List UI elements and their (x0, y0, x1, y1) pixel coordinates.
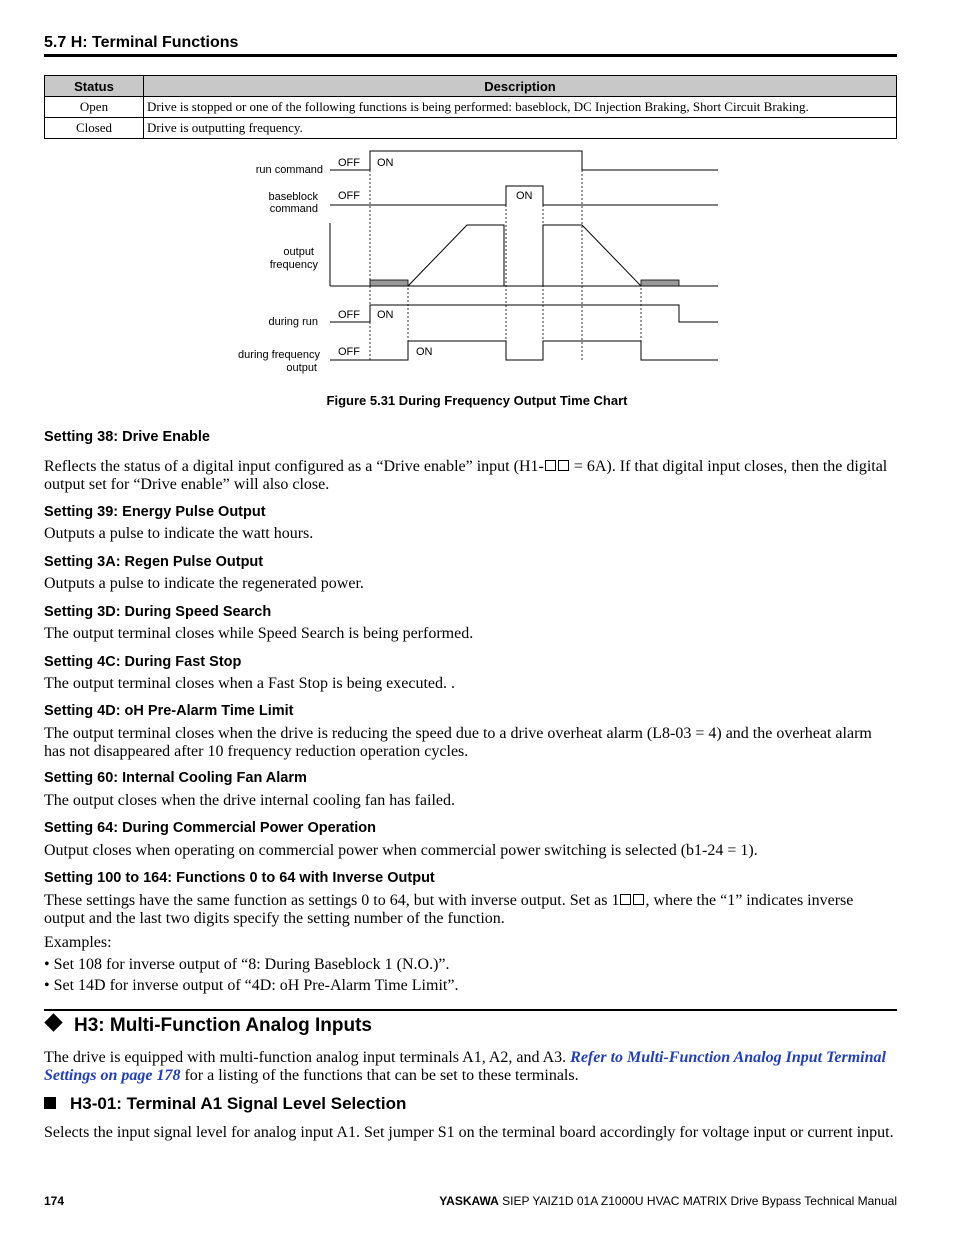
setting-description: The output terminal closes when the drive is reducing the speed due to a drive overheat alarm (L8-03 = 4) and the overheat alarm has not disappeared after 10 frequency reduction operation cycles. (44, 725, 872, 760)
h301-description: Selects the input signal level for analog input A1. Set jumper S1 on the terminal board accordingly for voltage input or current input. (44, 1124, 894, 1141)
column-header-description: Description (144, 76, 897, 97)
status-cell: Closed (45, 118, 144, 139)
table-header-row (45, 76, 897, 97)
setting-description: The output terminal closes when a Fast Stop is being executed. . (44, 675, 456, 692)
setting-description: The output closes when the drive internal cooling fan has failed. (44, 792, 455, 809)
setting-heading: Setting 60: Internal Cooling Fan Alarm (44, 770, 307, 786)
list-item: • Set 14D for inverse output of “4D: oH Pre-Alarm Time Limit”. (44, 977, 459, 994)
h3-intro-paragraph (44, 1049, 897, 1084)
setting-heading: Setting 38: Drive Enable (44, 429, 210, 445)
table-row (45, 97, 897, 118)
baseblock-signal (268, 186, 718, 215)
brand-name: YASKAWA (439, 1194, 499, 1208)
placeholder-box-icon (620, 894, 631, 905)
cross-reference-link[interactable]: Refer to Multi-Function Analog Input Terminal Settings on page 178 (44, 1049, 886, 1084)
paragraph-text: Reflects the status of a digital input configured as a “Drive enable” input (H1- (44, 458, 544, 475)
on-state-label: ON (416, 346, 433, 358)
dc-injection-block (370, 280, 408, 286)
section-title-text: H3: Multi-Function Analog Inputs (74, 1015, 372, 1036)
placeholder-box-icon (545, 460, 556, 471)
paragraph-text: = 6A). If that digital input closes, then the digital output set for “Drive enable” will also close. (44, 458, 888, 493)
frequency-ramp-down (543, 225, 641, 286)
setting-description: Outputs a pulse to indicate the watt hours. (44, 525, 314, 542)
setting-heading: Setting 39: Energy Pulse Output (44, 504, 266, 520)
output-frequency-label-line1: output (283, 246, 314, 258)
paragraph-text: The drive is equipped with multi-function analog input terminals A1, A2, and A3. (44, 1049, 571, 1066)
off-state-label: OFF (338, 309, 360, 321)
run-command-signal (256, 151, 718, 176)
during-run-label: during run (268, 316, 318, 328)
footer-text (439, 1194, 897, 1208)
square-bullet-icon (44, 1097, 56, 1109)
status-cell: Open (45, 97, 144, 118)
page-number: 174 (44, 1194, 65, 1208)
status-table (44, 75, 897, 139)
setting-heading: Setting 4C: During Fast Stop (44, 654, 242, 670)
setting-description: Output closes when operating on commercial power when commercial power switching is selected (b1-24 = 1). (44, 842, 758, 859)
subsection-title-text: H3-01: Terminal A1 Signal Level Selection (70, 1094, 407, 1113)
during-run-signal (268, 305, 718, 328)
output-frequency-signal (270, 223, 718, 286)
off-state-label: OFF (338, 346, 360, 358)
during-frequency-waveform (330, 341, 718, 360)
section-header: 5.7 H: Terminal Functions (44, 34, 239, 51)
paragraph-text: , where the “1” indicates inverse output and the last two digits specify the setting number of the function. (44, 892, 854, 927)
setting-description: The output terminal closes while Speed Search is being performed. (44, 625, 474, 642)
run-command-label: run command (255, 164, 323, 176)
section-title (44, 1015, 372, 1037)
setting-heading: Setting 3A: Regen Pulse Output (44, 554, 264, 570)
off-state-label: OFF (338, 157, 360, 169)
frequency-ramp-up (408, 225, 504, 286)
setting-heading: Setting 100 to 164: Functions 0 to 64 with Inverse Output (44, 870, 435, 886)
on-state-label: ON (377, 157, 394, 169)
description-cell: Drive is stopped or one of the following functions is being performed: baseblock, DC Injection Braking, Short Circuit Braking. (144, 97, 897, 118)
off-state-label: OFF (338, 190, 360, 202)
paragraph-text: These settings have the same function as settings 0 to 64, but with inverse output. Set as 1 (44, 892, 620, 909)
on-state-label: ON (377, 309, 394, 321)
description-cell: Drive is outputting frequency. (144, 118, 897, 139)
list-item: • Set 108 for inverse output of “8: During Baseblock 1 (N.O.)”. (44, 956, 450, 973)
during-frequency-label-line2: output (286, 362, 317, 374)
setting-description: Outputs a pulse to indicate the regenerated power. (44, 575, 364, 592)
baseblock-label-line2: command (269, 203, 318, 215)
inverse-output-paragraph (44, 892, 897, 927)
diamond-bullet-icon (44, 1013, 62, 1031)
subsection-title (44, 1094, 406, 1114)
placeholder-box-icon (558, 460, 569, 471)
section-rule (44, 1009, 897, 1011)
paragraph-text: for a listing of the functions that can be set to these terminals. (180, 1066, 579, 1084)
setting-heading: Setting 64: During Commercial Power Operation (44, 820, 376, 836)
dc-injection-block (641, 280, 679, 286)
during-frequency-output-signal (238, 341, 718, 374)
drive-enable-paragraph (44, 458, 897, 493)
during-frequency-label-line1: during frequency (238, 349, 320, 361)
table-row (45, 118, 897, 139)
setting-heading: Setting 4D: oH Pre-Alarm Time Limit (44, 703, 294, 719)
header-rule (44, 54, 897, 57)
setting-heading: Setting 3D: During Speed Search (44, 604, 272, 620)
placeholder-box-icon (633, 894, 644, 905)
output-frequency-label-line2: frequency (269, 259, 318, 271)
figure-caption: Figure 5.31 During Frequency Output Time Chart (326, 393, 628, 408)
on-state-label: ON (516, 190, 533, 202)
column-header-status: Status (45, 76, 144, 97)
baseblock-label-line1: baseblock (268, 191, 318, 203)
time-chart-diagram (220, 148, 730, 383)
manual-title: SIEP YAIZ1D 01A Z1000U HVAC MATRIX Drive Bypass Technical Manual (498, 1194, 897, 1208)
examples-label: Examples: (44, 934, 112, 951)
